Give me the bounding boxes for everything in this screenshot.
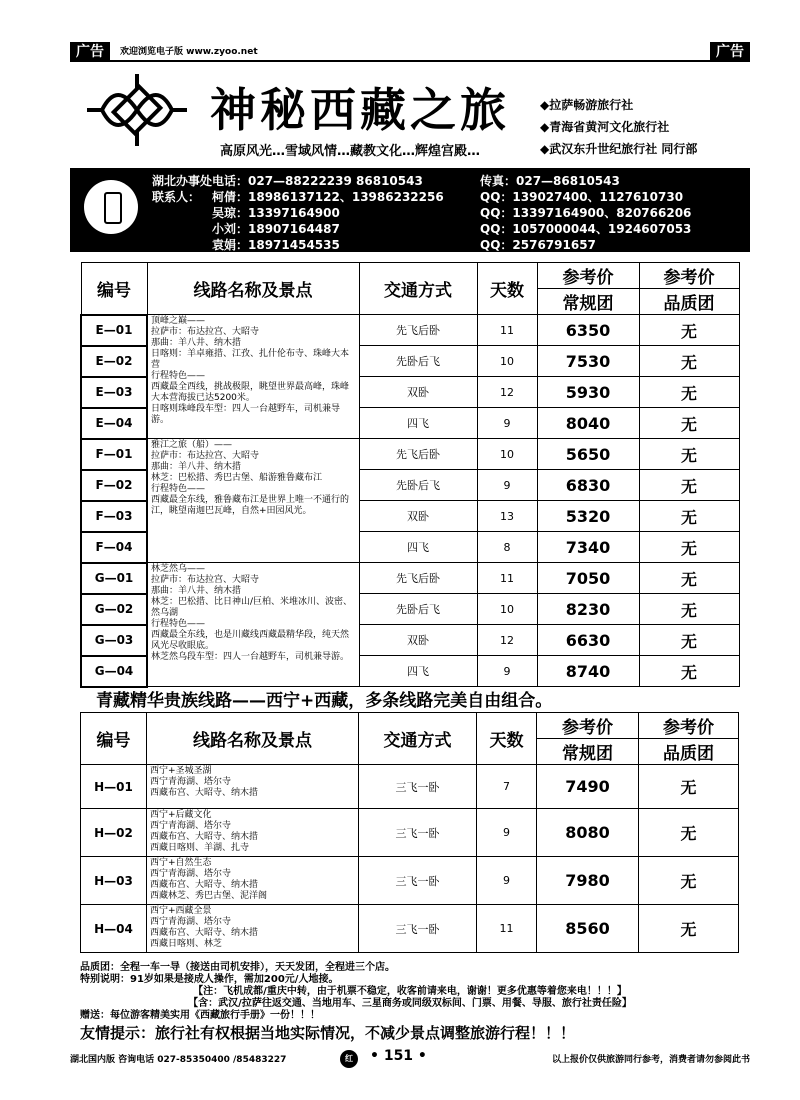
route-days: 9 [477,656,537,687]
route-price-regular: 8040 [537,408,639,439]
agency-1: ◆拉萨畅游旅行社 [540,98,634,112]
fax: 传真：027—86810543 [480,174,620,188]
route-description: 西宁+西藏全景 西宁青海湖、塔尔寺 西藏布宫、大昭寺、纳木措 西藏日喀则、林芝 [147,905,359,953]
route-price-quality: 无 [639,377,739,408]
route-traffic: 三飞一卧 [359,809,477,857]
contact-label: 联系人： [152,190,201,204]
route-price-quality: 无 [639,594,739,625]
table-row [81,809,739,857]
office-phone: 湖北办事处电话：027—88222239 86810543 [152,174,423,188]
route-code: F—03 [81,501,147,532]
route-traffic: 先卧后飞 [359,470,477,501]
route-days: 9 [477,857,537,905]
table-row [81,905,739,953]
header-code: 编号 [81,263,147,315]
route-days: 11 [477,315,537,346]
header-days: 天数 [477,713,537,765]
route-price-regular: 7530 [537,346,639,377]
header-regular: 常规团 [537,289,639,315]
route-code: H—01 [81,765,147,809]
header-regular: 常规团 [537,739,639,765]
route-code: H—02 [81,809,147,857]
route-description: 西宁+圣城圣湖 西宁青海湖、塔尔寺 西藏布宫、大昭寺、纳木措 [147,765,359,809]
header-quality: 品质团 [639,289,739,315]
header-ref-price-2: 参考价 [639,713,739,739]
route-price-quality: 无 [639,408,739,439]
route-price-regular: 7490 [537,765,639,809]
qq-2: QQ：13397164900、820766206 [480,206,692,220]
promo-banner: 青藏精华贵族线路——西宁+西藏，多条线路完美自由组合。 [96,691,553,711]
header-traffic: 交通方式 [359,713,477,765]
qq-1: QQ：139027400、1127610730 [480,190,684,204]
route-price-quality: 无 [639,501,739,532]
route-price-quality: 无 [639,765,739,809]
contact-1: 柯倩：18986137122、13986232256 [212,190,444,204]
header-quality: 品质团 [639,739,739,765]
route-price-regular: 6350 [537,315,639,346]
route-code: G—02 [81,594,147,625]
route-days: 12 [477,377,537,408]
route-days: 10 [477,594,537,625]
phone-icon [84,180,138,234]
route-price-regular: 7980 [537,857,639,905]
route-price-regular: 5320 [537,501,639,532]
route-price-quality: 无 [639,346,739,377]
route-code: G—01 [81,563,147,594]
route-code: E—02 [81,346,147,377]
route-days: 10 [477,346,537,377]
route-price-regular: 6830 [537,470,639,501]
route-traffic: 先卧后飞 [359,346,477,377]
route-days: 7 [477,765,537,809]
qq-3: QQ：1057000044、1924607053 [480,222,692,236]
route-price-quality: 无 [639,470,739,501]
route-traffic: 双卧 [359,377,477,408]
route-code: H—03 [81,857,147,905]
contact-2: 吴琼：13397164900 [212,206,340,220]
header-route: 线路名称及景点 [147,713,359,765]
agency-2: ◆青海省黄河文化旅行社 [540,120,670,134]
route-price-regular: 5650 [537,439,639,470]
route-price-quality: 无 [639,809,739,857]
agency-3: ◆武汉东升世纪旅行社 同行部 [540,142,698,156]
route-code: G—04 [81,656,147,687]
page-title: 神秘西藏之旅 [210,83,510,137]
route-traffic: 四飞 [359,656,477,687]
slogan: 高原风光…雪域风情…藏教文化…辉煌宫殿… [220,144,481,159]
header-ref-price-2: 参考价 [639,263,739,289]
route-price-quality: 无 [639,439,739,470]
route-price-regular: 5930 [537,377,639,408]
route-price-regular: 7050 [537,563,639,594]
ad-label-right: 广告 [710,42,750,62]
route-price-quality: 无 [639,563,739,594]
table-row [81,563,739,594]
route-traffic: 三飞一卧 [359,905,477,953]
route-code: F—01 [81,439,147,470]
tibet-routes-table [80,262,740,688]
route-description: 林芝然乌—— 拉萨市：布达拉宫、大昭寺 那曲：羊八井、纳木措 林芝：巴松措、比日神山/巨柏、米堆冰川、波密、然乌湖 行程特色—— 西藏最全东线，也是川藏线西藏最精华段，纯天然风光尽收眼底。 林芝然乌段车型：四人一台越野车，司机兼导游。 [147,563,359,687]
route-price-quality: 无 [639,656,739,687]
route-price-regular: 8230 [537,594,639,625]
top-divider [70,60,750,62]
route-traffic: 双卧 [359,625,477,656]
route-code: E—01 [81,315,147,346]
ad-label-left: 广告 [70,42,110,62]
note-quality: 品质团：全程一车一导（接送由司机安排），天天发团，全程进三个店。 [80,962,395,973]
qq-4: QQ：2576791657 [480,238,596,252]
note-gift: 赠送：每位游客精美实用《西藏旅行手册》一份！！！ [80,1010,320,1021]
table-row [81,857,739,905]
header-code: 编号 [81,713,147,765]
table-row [81,439,739,470]
route-price-regular: 8740 [537,656,639,687]
route-description: 顶峰之巅—— 拉萨市：布达拉宫、大昭寺 那曲：羊八井、纳木措 日喀则：羊卓雍措、江孜、扎什伦布寺、珠峰大本营 行程特色—— 西藏最全西线，挑战极限，眺望世界最高峰，珠峰大本营海拔已达5200米。 日喀则珠峰段车型：四人一台越野车，司机兼导游。 [147,315,359,439]
contact-3: 小刘：18907164487 [212,222,340,236]
header-ref-price: 参考价 [537,713,639,739]
route-price-regular: 8080 [537,809,639,857]
route-traffic: 双卧 [359,501,477,532]
footer [70,1050,750,1076]
notes [80,962,740,1022]
endless-knot-icon [82,70,192,150]
route-price-quality: 无 [639,905,739,953]
route-price-quality: 无 [639,315,739,346]
route-description: 西宁+后藏文化 西宁青海湖、塔尔寺 西藏布宫、大昭寺、纳木措 西藏日喀则、羊湖、扎寺 [147,809,359,857]
friendly-tip: 友情提示：旅行社有权根据当地实际情况，不减少景点调整旅游行程！！！ [80,1024,576,1042]
top-bar [70,42,750,62]
contact-panel [70,168,750,252]
route-description: 雅江之旅（船）—— 拉萨市：布达拉宫、大昭寺 那曲：羊八井、纳木措 林芝：巴松措、秀巴古堡、船游雅鲁藏布江 行程特色—— 西藏最全东线，雅鲁藏布江是世界上唯一不通行的江，眺望南迦巴瓦峰，自然+田园风光。 [147,439,359,563]
route-days: 11 [477,563,537,594]
route-traffic: 四飞 [359,408,477,439]
footer-badge: 红 [340,1050,358,1068]
route-traffic: 四飞 [359,532,477,563]
header-route: 线路名称及景点 [147,263,359,315]
header-ref-price: 参考价 [537,263,639,289]
route-days: 9 [477,470,537,501]
route-days: 9 [477,809,537,857]
route-code: E—04 [81,408,147,439]
route-days: 11 [477,905,537,953]
route-traffic: 先飞后卧 [359,439,477,470]
route-code: F—02 [81,470,147,501]
page-number: • 151 • [370,1048,427,1064]
route-price-regular: 8560 [537,905,639,953]
qinghai-tibet-table [80,712,739,953]
route-code: H—04 [81,905,147,953]
route-price-quality: 无 [639,532,739,563]
table-row [81,315,739,346]
header-traffic: 交通方式 [359,263,477,315]
route-code: E—03 [81,377,147,408]
note-special: 特别说明：91岁如果是接成人操作，需加200元/人地接。 [80,974,339,985]
header-days: 天数 [477,263,537,315]
welcome-text: 欢迎浏览电子版 www.zyoo.net [120,47,258,57]
route-days: 10 [477,439,537,470]
route-code: G—03 [81,625,147,656]
route-days: 8 [477,532,537,563]
route-price-quality: 无 [639,857,739,905]
route-traffic: 先飞后卧 [359,315,477,346]
note-includes: 【含：武汉/拉萨往返交通、当地用车、三星商务或同级双标间、门票、用餐、导服、旅行社责任险】 [188,998,632,1009]
footer-left: 湖北国内版 咨询电话 027-85350400 /85483227 [70,1055,287,1065]
route-code: F—04 [81,532,147,563]
route-traffic: 先卧后飞 [359,594,477,625]
table-row [81,765,739,809]
route-price-regular: 6630 [537,625,639,656]
route-traffic: 三飞一卧 [359,765,477,809]
header [70,66,750,166]
footer-right: 以上报价仅供旅游同行参考，消费者请勿参阅此书 [551,1055,750,1065]
note-flight: 【注：飞机成都/重庆中转，由于机票不稳定，收客前请来电，谢谢！更多优惠等着您来电！！！】 [193,986,627,997]
route-price-regular: 7340 [537,532,639,563]
route-price-quality: 无 [639,625,739,656]
route-traffic: 先飞后卧 [359,563,477,594]
route-traffic: 三飞一卧 [359,857,477,905]
contact-4: 袁娟：18971454535 [212,238,340,252]
route-days: 13 [477,501,537,532]
route-description: 西宁+自然生态 西宁青海湖、塔尔寺 西藏布宫、大昭寺、纳木措 西藏林芝、秀巴古堡、泥洋阁 [147,857,359,905]
route-days: 12 [477,625,537,656]
route-days: 9 [477,408,537,439]
